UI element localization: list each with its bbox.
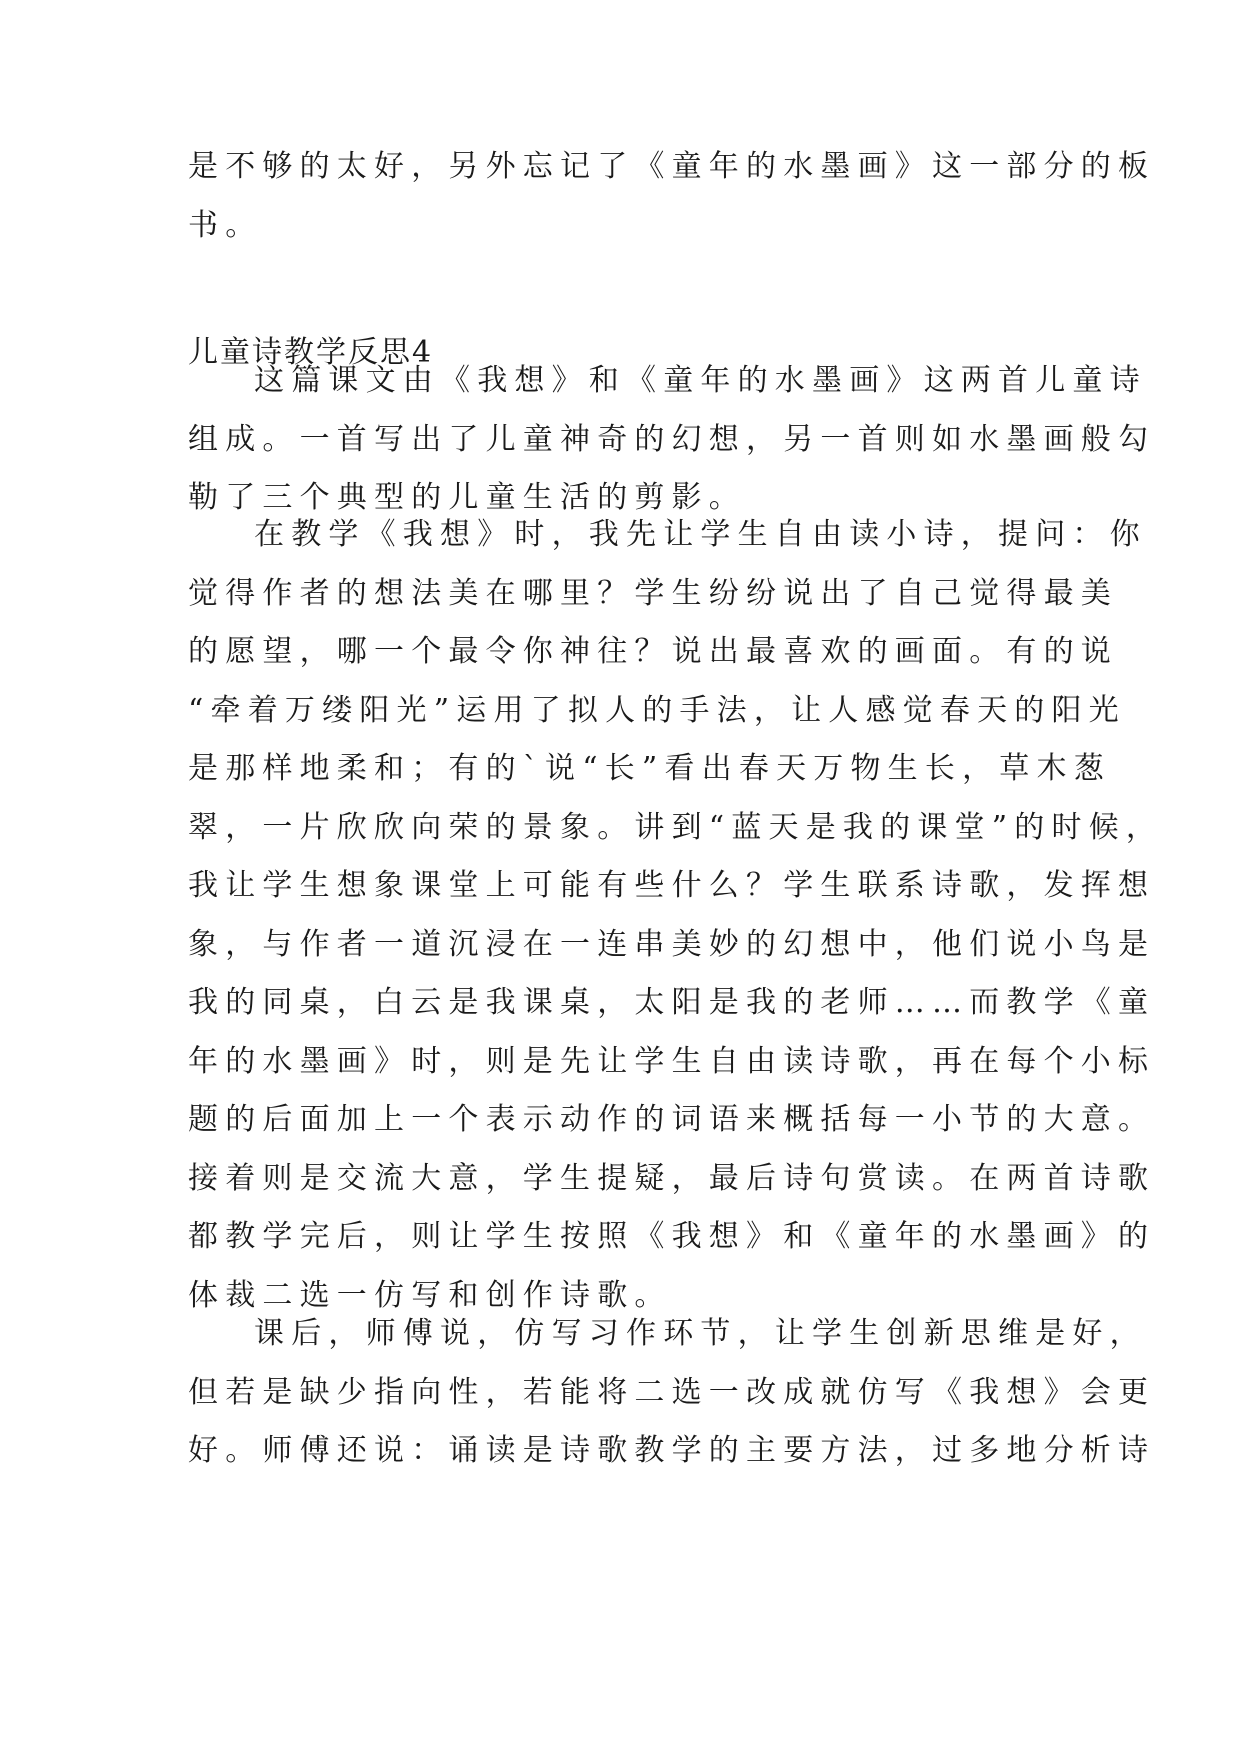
text-line: 是那样地柔和；有的`说“长”看出春天万物生长，草木葱 — [188, 751, 1111, 786]
text-line: 我的同桌，白云是我课桌，太阳是我的老师……而教学《童 — [188, 985, 1156, 1020]
text-line: 书。 — [188, 207, 263, 243]
text-line: 这篇课文由《我想》和《童年的水墨画》这两首儿童诗 — [254, 363, 1147, 398]
text-line: 翠，一片欣欣向荣的景象。讲到“蓝天是我的课堂”的时候， — [188, 809, 1164, 845]
text-line: 都教学完后，则让学生按照《我想》和《童年的水墨画》的 — [188, 1219, 1156, 1254]
paragraph-1 — [188, 352, 1156, 528]
text-line: 组成。一首写出了儿童神奇的幻想，另一首则如水墨画般勾 — [188, 421, 1156, 457]
text-line: 好。师傅还说：诵读是诗歌教学的主要方法，过多地分析诗 — [188, 1433, 1156, 1468]
text-line: 在教学《我想》时，我先让学生自由读小诗，提问：你 — [254, 517, 1147, 552]
paragraph-2 — [188, 506, 1164, 1325]
text-line: 接着则是交流大意，学生提疑，最后诗句赏读。在两首诗歌 — [188, 1160, 1156, 1196]
text-line: 题的后面加上一个表示动作的词语来概括每一小节的大意。 — [188, 1102, 1156, 1137]
text-line: 勒了三个典型的儿童生活的剪影。 — [188, 480, 746, 515]
text-line: 的愿望，哪一个最令你神往？说出最喜欢的画面。有的说 — [188, 634, 1118, 669]
text-line: 我让学生想象课堂上可能有些什么？学生联系诗歌，发挥想 — [188, 868, 1156, 903]
text-line: 但若是缺少指向性，若能将二选一改成就仿写《我想》会更 — [188, 1374, 1156, 1410]
section-heading: 儿童诗教学反思4 — [188, 335, 434, 370]
continuation-paragraph — [188, 138, 1156, 255]
text-line: 体裁二选一仿写和创作诗歌。 — [188, 1277, 672, 1313]
text-line: 年的水墨画》时，则是先让学生自由读诗歌，再在每个小标 — [188, 1043, 1156, 1079]
text-line: 觉得作者的想法美在哪里？学生纷纷说出了自己觉得最美 — [188, 575, 1118, 611]
paragraph-3 — [188, 1305, 1156, 1481]
text-line: 象，与作者一道沉浸在一连串美妙的幻想中，他们说小鸟是 — [188, 926, 1156, 962]
text-line: “牵着万缕阳光”运用了拟人的手法，让人感觉春天的阳光 — [188, 692, 1126, 728]
text-line: 课后，师傅说，仿写习作环节，让学生创新思维是好， — [254, 1316, 1147, 1351]
text-line: 是不够的太好，另外忘记了《童年的水墨画》这一部分的板 — [188, 149, 1156, 184]
